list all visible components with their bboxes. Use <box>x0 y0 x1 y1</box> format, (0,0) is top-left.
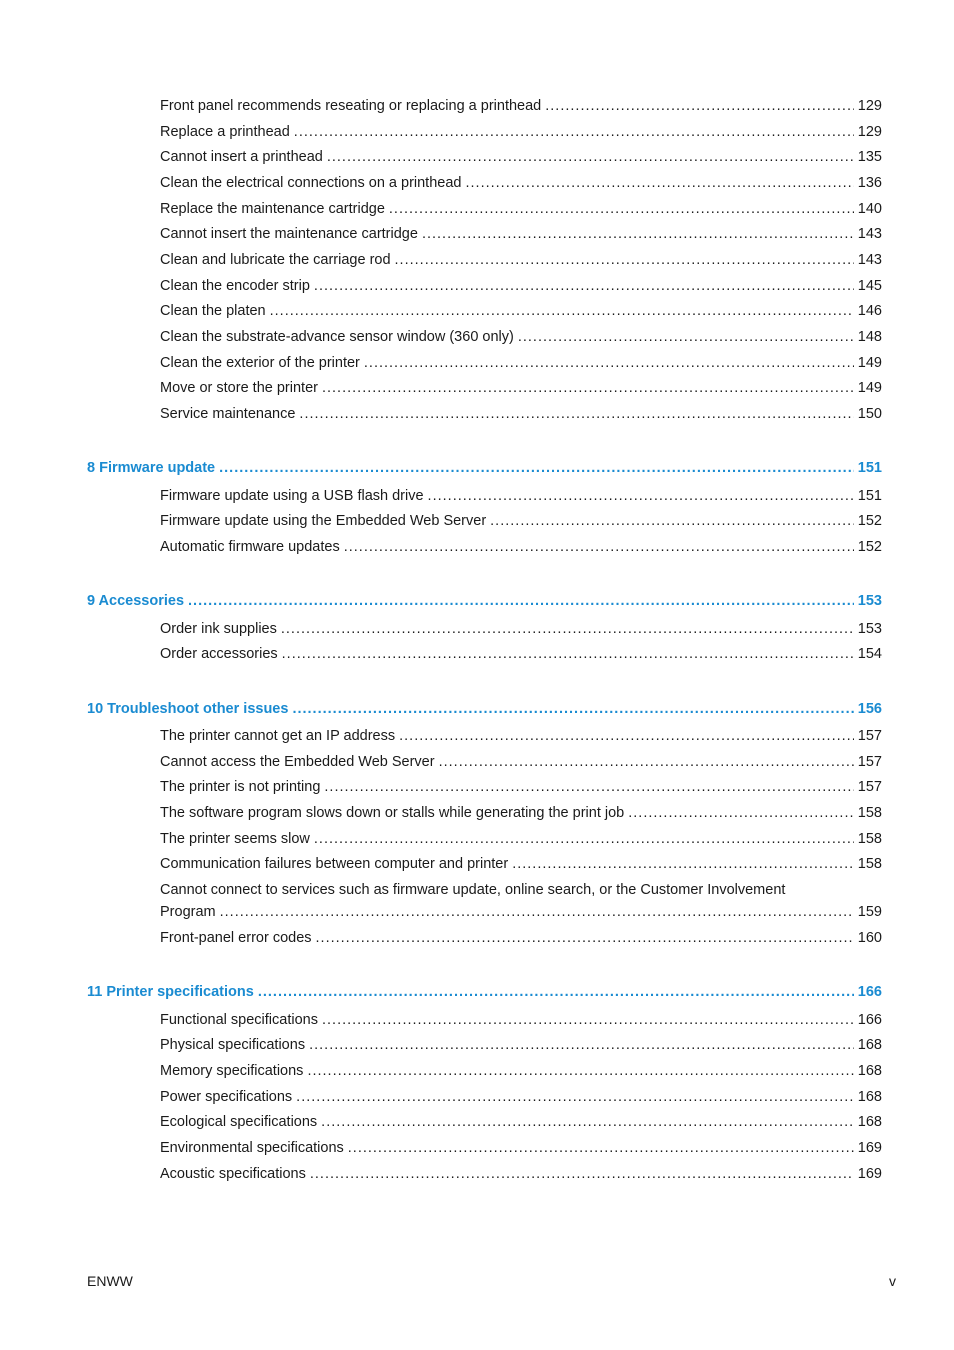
toc-entry-page: 151 <box>857 488 882 504</box>
dot-leader <box>512 855 854 873</box>
dot-leader <box>270 302 854 320</box>
footer-page-number: v <box>889 1273 896 1289</box>
footer-left-label: ENWW <box>87 1273 133 1289</box>
toc-entry-page: 135 <box>857 149 882 165</box>
toc-entry-page: 157 <box>857 728 882 744</box>
toc-entry-page: 157 <box>857 754 882 770</box>
toc-entry-title: Service maintenance <box>160 406 296 422</box>
toc-entry[interactable] <box>160 148 882 166</box>
toc-entry-page: 148 <box>857 329 882 345</box>
toc-entry-page: 154 <box>857 646 882 662</box>
toc-entry[interactable] <box>160 1011 882 1029</box>
toc-entry-title: Replace the maintenance cartridge <box>160 201 385 217</box>
chapter-title: 8 Firmware update <box>87 460 216 476</box>
dot-leader <box>258 983 854 1001</box>
toc-entry-title: Ecological specifications <box>160 1114 318 1130</box>
toc-entry-title: The software program slows down or stalls while generating the print job <box>160 805 625 821</box>
toc-entry-title: Clean the exterior of the printer <box>160 355 360 371</box>
dot-leader <box>399 727 854 745</box>
toc-entry-page: 129 <box>857 124 882 140</box>
toc-entry[interactable] <box>160 855 882 873</box>
toc-entry-title: Clean the platen <box>160 303 266 319</box>
dot-leader <box>307 1062 853 1080</box>
toc-entry-page: 166 <box>857 1012 882 1028</box>
toc-entry-title: The printer seems slow <box>160 831 310 847</box>
toc-entry[interactable] <box>160 1088 882 1106</box>
toc-chapter-heading[interactable] <box>87 983 882 1001</box>
toc-entry-page: 143 <box>857 252 882 268</box>
toc-entry-title: Cannot insert a printhead <box>160 149 323 165</box>
dot-leader <box>348 1139 854 1157</box>
dot-leader <box>422 225 854 243</box>
toc-entry[interactable] <box>160 174 882 192</box>
toc-entry-title: Clean and lubricate the carriage rod <box>160 252 391 268</box>
toc-entry[interactable] <box>160 1165 882 1183</box>
toc-entry-page: 158 <box>857 831 882 847</box>
dot-leader <box>314 830 854 848</box>
chapter-page: 156 <box>857 701 882 717</box>
toc-entry-title: Firmware update using the Embedded Web Server <box>160 513 487 529</box>
dot-leader <box>294 123 854 141</box>
toc-entry[interactable] <box>160 620 882 638</box>
toc-entry-page: 145 <box>857 278 882 294</box>
dot-leader <box>296 1088 854 1106</box>
toc-entry-page: 152 <box>857 539 882 555</box>
toc-entry-title: Replace a printhead <box>160 124 290 140</box>
toc-entry-page: 168 <box>857 1114 882 1130</box>
toc-chapter-heading[interactable] <box>87 459 882 477</box>
toc-chapter-heading[interactable] <box>87 592 882 610</box>
toc-entry-title: Order ink supplies <box>160 621 277 637</box>
toc-entry[interactable] <box>160 830 882 848</box>
dot-leader <box>322 1011 854 1029</box>
toc-entry-page: 168 <box>857 1063 882 1079</box>
toc-entry[interactable] <box>160 1062 882 1080</box>
toc-entry[interactable] <box>160 302 882 320</box>
toc-entry-page: 159 <box>857 904 882 920</box>
toc-entry[interactable] <box>160 778 882 796</box>
chapter-page: 166 <box>857 984 882 1000</box>
toc-entry-title: Cannot access the Embedded Web Server <box>160 754 435 770</box>
dot-leader <box>309 1036 854 1054</box>
toc-entry-page: 143 <box>857 226 882 242</box>
toc-entry-page: 160 <box>857 930 882 946</box>
toc-entry[interactable] <box>160 804 882 822</box>
dot-leader <box>316 929 854 947</box>
toc-entry[interactable] <box>160 1036 882 1054</box>
dot-leader <box>188 592 854 610</box>
dot-leader <box>322 379 854 397</box>
toc-entry-page: 140 <box>857 201 882 217</box>
dot-leader <box>389 200 854 218</box>
toc-entry-page: 168 <box>857 1089 882 1105</box>
chapter-page: 153 <box>857 593 882 609</box>
toc-entry-title: Physical specifications <box>160 1037 306 1053</box>
toc-entry-page: 150 <box>857 406 882 422</box>
dot-leader <box>310 1165 854 1183</box>
toc-entry-title: Clean the encoder strip <box>160 278 310 294</box>
dot-leader <box>321 1113 854 1131</box>
dot-leader <box>344 538 854 556</box>
toc-entry-page: 136 <box>857 175 882 191</box>
toc-entry-page: 146 <box>857 303 882 319</box>
toc-entry[interactable] <box>160 727 882 745</box>
dot-leader <box>324 778 853 796</box>
toc-entry[interactable] <box>160 1139 882 1157</box>
toc-entry-title: The printer cannot get an IP address <box>160 728 396 744</box>
toc-entry-title: Move or store the printer <box>160 380 318 396</box>
toc-entry-title: Automatic firmware updates <box>160 539 340 555</box>
toc-entry-page: 158 <box>857 805 882 821</box>
toc-entry[interactable] <box>160 538 882 556</box>
toc-entry[interactable] <box>160 379 882 397</box>
dot-leader <box>545 97 854 115</box>
dot-leader <box>219 459 854 477</box>
toc-entry[interactable] <box>160 328 882 346</box>
dot-leader <box>518 328 854 346</box>
toc-entry-title-line1[interactable]: Cannot connect to services such as firmware update, online search, or the Customer Involvement <box>160 882 786 898</box>
toc-entry-title: Memory specifications <box>160 1063 304 1079</box>
toc-entry[interactable] <box>160 123 882 141</box>
toc-entry-title: Front-panel error codes <box>160 930 312 946</box>
dot-leader <box>364 354 854 372</box>
dot-leader <box>220 903 854 921</box>
chapter-title: 9 Accessories <box>87 593 185 609</box>
dot-leader <box>628 804 854 822</box>
dot-leader <box>439 753 854 771</box>
toc-entry-title: Communication failures between computer and printer <box>160 856 509 872</box>
toc-entry-page: 157 <box>857 779 882 795</box>
dot-leader <box>428 487 854 505</box>
dot-leader <box>395 251 854 269</box>
toc-entry[interactable] <box>160 929 882 947</box>
toc-entry-page: 169 <box>857 1140 882 1156</box>
toc-entry-page: 152 <box>857 513 882 529</box>
toc-entry-title: Clean the substrate-advance sensor window (360 only) <box>160 329 514 345</box>
chapter-page: 151 <box>857 460 882 476</box>
toc-entry-title: Front panel recommends reseating or replacing a printhead <box>160 98 542 114</box>
toc-entry-title: Functional specifications <box>160 1012 318 1028</box>
dot-leader <box>292 700 853 718</box>
chapter-title: 10 Troubleshoot other issues <box>87 701 289 717</box>
dot-leader <box>299 405 853 423</box>
toc-entry-title: Acoustic specifications <box>160 1166 306 1182</box>
toc-entry-title: The printer is not printing <box>160 779 321 795</box>
toc-entry-title: Cannot insert the maintenance cartridge <box>160 226 418 242</box>
toc-entry-page: 169 <box>857 1166 882 1182</box>
toc-entry[interactable] <box>160 645 882 663</box>
toc-entry[interactable] <box>160 225 882 243</box>
toc-entry-page: 129 <box>857 98 882 114</box>
toc-entry-page: 149 <box>857 380 882 396</box>
toc-entry-page: 149 <box>857 355 882 371</box>
toc-entry-title: Program <box>160 904 216 920</box>
toc-entry[interactable] <box>160 512 882 530</box>
dot-leader <box>314 277 854 295</box>
dot-leader <box>282 645 854 663</box>
toc-entry[interactable] <box>160 753 882 771</box>
toc-entry[interactable] <box>160 1113 882 1131</box>
toc-entry[interactable] <box>160 903 882 921</box>
toc-entry-page: 158 <box>857 856 882 872</box>
toc-entry[interactable] <box>160 405 882 423</box>
toc-entry-title: Environmental specifications <box>160 1140 344 1156</box>
toc-entry[interactable] <box>160 200 882 218</box>
toc-entry-page: 153 <box>857 621 882 637</box>
chapter-title: 11 Printer specifications <box>87 984 254 1000</box>
dot-leader <box>327 148 854 166</box>
dot-leader <box>490 512 854 530</box>
toc-entry[interactable] <box>160 277 882 295</box>
toc-entry[interactable] <box>160 487 882 505</box>
dot-leader <box>281 620 854 638</box>
toc-entry-title: Clean the electrical connections on a printhead <box>160 175 462 191</box>
toc-entry[interactable] <box>160 97 882 115</box>
toc-entry-title: Order accessories <box>160 646 278 662</box>
toc-entry-title: Firmware update using a USB flash drive <box>160 488 424 504</box>
dot-leader <box>465 174 853 192</box>
toc-entry[interactable] <box>160 251 882 269</box>
toc-entry-page: 168 <box>857 1037 882 1053</box>
toc-entry-title: Power specifications <box>160 1089 293 1105</box>
toc-chapter-heading[interactable] <box>87 700 882 718</box>
toc-entry[interactable] <box>160 354 882 372</box>
